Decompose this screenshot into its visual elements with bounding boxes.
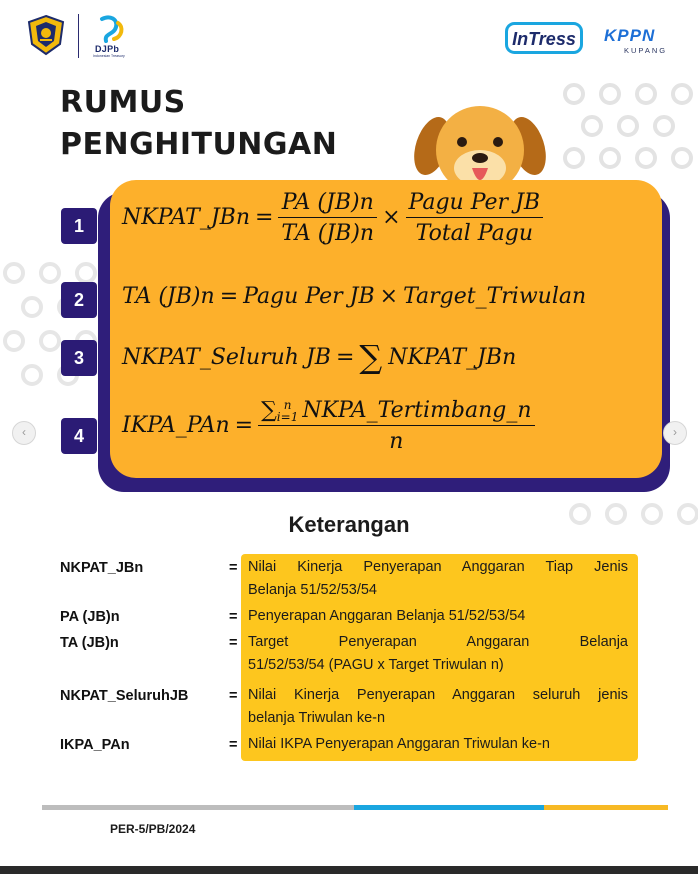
desc-ta-jbn-line-1: Target Penyerapan Anggaran Belanja	[248, 634, 628, 650]
sigma-icon: ∑	[359, 338, 383, 376]
times-sign: ×	[382, 205, 401, 230]
formula-4-num-term: NKPA_Tertimbang_n	[302, 398, 532, 423]
formula-1-fraction-2	[406, 190, 544, 246]
formula-2-badge: 2	[61, 282, 97, 318]
term-pa-jbn: PA (JB)n	[60, 609, 120, 625]
intress-logo	[505, 22, 583, 54]
formula-4	[122, 398, 535, 454]
term-nkpat-jbn: NKPAT_JBn	[60, 560, 144, 576]
sigma-icon: ∑	[261, 398, 277, 423]
formula-3	[122, 338, 516, 376]
kppn-label: KPPN	[604, 26, 656, 45]
title-line-1: RUMUS	[60, 85, 186, 120]
desc-ikpa-pan: Nilai IKPA Penyerapan Anggaran Triwulan ke-n	[248, 736, 550, 752]
keterangan-title: Keterangan	[288, 512, 410, 537]
formula-2-rhs-2: Target_Triwulan	[403, 284, 587, 309]
kemenkeu-logo-icon	[26, 14, 66, 56]
chevron-left-icon: ‹	[22, 425, 26, 439]
header-logos	[0, 0, 698, 70]
term-ikpa-pan: IKPA_PAn	[60, 737, 130, 753]
formula-1-fraction-1	[278, 190, 377, 246]
sum-lower-limit: i=1	[276, 410, 299, 424]
formula-3-badge: 3	[61, 340, 97, 376]
formula-1-frac1-denominator: TA (JB)n	[281, 221, 375, 246]
carousel-next-button[interactable]	[663, 421, 687, 445]
formula-4-numerator	[258, 398, 534, 426]
formula-4-fraction	[258, 398, 534, 454]
desc-nkpat-jbn-line-1: Nilai Kinerja Penyerapan Anggaran Tiap Jenis	[248, 559, 628, 575]
formula-3-rhs: NKPAT_JBn	[388, 345, 517, 370]
equals-sign: =	[229, 635, 238, 651]
equals-sign: =	[254, 205, 274, 230]
formula-3-lhs: NKPAT_Seluruh JB	[122, 345, 331, 370]
djpb-sublabel: Indonesian Treasury	[93, 54, 125, 58]
desc-nkpat-seluruhjb-line-1: Nilai Kinerja Penyerapan Anggaran seluruh jenis	[248, 687, 628, 703]
footer-bar-yellow	[544, 805, 668, 810]
formula-2	[122, 284, 586, 309]
chevron-right-icon: ›	[673, 425, 677, 439]
desc-nkpat-seluruhjb-line-2: belanja Triwulan ke-n	[248, 710, 386, 726]
desc-pa-jbn: Penyerapan Anggaran Belanja 51/52/53/54	[248, 608, 526, 624]
formula-1-frac2-denominator: Total Pagu	[415, 221, 533, 246]
regulation-reference: PER-5/PB/2024	[110, 822, 196, 836]
formula-1-badge: 1	[61, 208, 97, 244]
footer-bar-gray	[42, 805, 354, 810]
times-sign: ×	[379, 284, 399, 309]
intress-label: InTress	[512, 29, 576, 49]
term-ta-jbn: TA (JB)n	[60, 635, 119, 651]
equals-sign: =	[229, 688, 238, 704]
formula-1-frac2-numerator: Pagu Per JB	[406, 190, 544, 218]
page-title	[60, 82, 337, 166]
kppn-sublabel: KUPANG	[624, 46, 668, 55]
bottom-strip	[0, 866, 698, 874]
formula-1	[122, 190, 543, 246]
sum-limits	[277, 399, 299, 423]
desc-nkpat-jbn-line-2: Belanja 51/52/53/54	[248, 582, 377, 598]
formula-4-badge: 4	[61, 418, 97, 454]
formula-2-lhs: TA (JB)n	[122, 284, 215, 309]
logo-divider	[78, 14, 79, 58]
title-line-2: PENGHITUNGAN	[60, 127, 338, 162]
formula-1-frac1-numerator: PA (JB)n	[278, 190, 377, 218]
equals-sign: =	[229, 609, 238, 625]
djpb-label: DJPb	[95, 44, 120, 54]
footer-bar-blue	[354, 805, 544, 810]
equals-sign: =	[229, 737, 238, 753]
equals-sign: =	[234, 413, 254, 438]
formula-4-denominator: n	[389, 429, 404, 454]
formula-2-rhs-1: Pagu Per JB	[243, 284, 375, 309]
equals-sign: =	[219, 284, 239, 309]
term-nkpat-seluruhjb: NKPAT_SeluruhJB	[60, 688, 189, 704]
desc-ta-jbn-line-2: 51/52/53/54 (PAGU x Target Triwulan n)	[248, 657, 504, 673]
formula-1-lhs: NKPAT_JBn	[122, 205, 250, 230]
pattern-top-right	[552, 76, 698, 186]
equals-sign: =	[229, 560, 238, 576]
sum-upper-limit: n	[283, 398, 292, 412]
carousel-prev-button[interactable]	[12, 421, 36, 445]
equals-sign: =	[335, 345, 355, 370]
formula-4-lhs: IKPA_PAn	[122, 413, 230, 438]
